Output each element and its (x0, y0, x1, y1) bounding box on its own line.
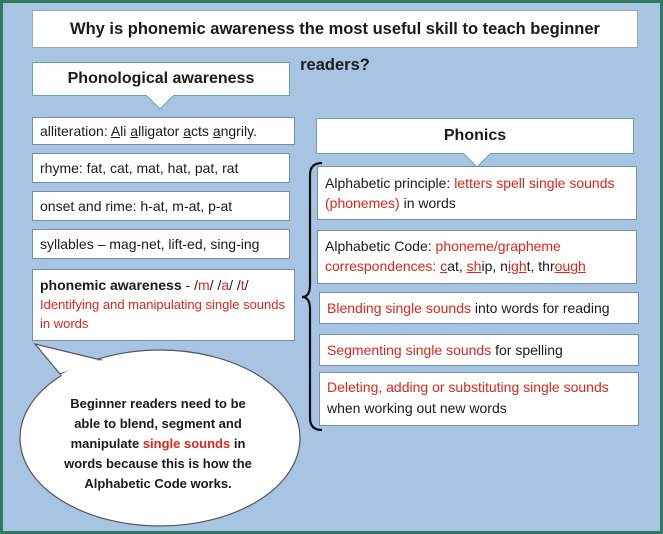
deleting-box (319, 372, 639, 426)
deleting-highlight: Deleting, adding or substituting single sounds (327, 379, 609, 395)
segmenting-highlight: Segmenting single sounds (327, 342, 492, 358)
word-part: at, (447, 258, 467, 274)
phonological-heading: Phonological awareness (32, 62, 290, 96)
word-part: t, (526, 258, 539, 274)
phonemic-awareness-box (32, 269, 295, 341)
alliteration-word: cts (191, 123, 213, 139)
alliteration-letter: a (183, 123, 192, 139)
rhyme-box: rhyme: fat, cat, mat, hat, pat, rat (32, 153, 290, 183)
word-part: ip, (481, 258, 501, 274)
word-part: n (500, 258, 508, 274)
onset-rime-box: onset and rime: h-at, m-at, p-at (32, 191, 290, 221)
alliteration-word: li (120, 123, 131, 139)
alliteration-letter: a (212, 123, 221, 139)
phoneme-end: / (244, 277, 249, 293)
grapheme: c (440, 258, 448, 274)
alliteration-word: lligator (138, 123, 184, 139)
principle-label: Alphabetic principle: (325, 175, 455, 191)
deleting-rest: when working out new words (327, 400, 507, 416)
blending-rest: into words for reading (471, 300, 610, 316)
grapheme: sh (466, 258, 482, 274)
alliteration-letter: a (130, 123, 139, 139)
syllables-box: syllables – mag-net, lift-ed, sing-ing (32, 229, 290, 259)
alphabetic-code-box (317, 230, 637, 284)
page-title: Why is phonemic awareness the most useful skill to teach beginner readers? (32, 10, 638, 48)
grapheme: ough (554, 258, 586, 274)
bubble-highlight: single sounds (142, 436, 231, 451)
phonemic-description: Identifying and manipulating single sounds in words (40, 297, 286, 331)
principle-highlight: letters spell single sounds (phonemes) (325, 175, 615, 211)
phonics-heading: Phonics (316, 118, 634, 154)
bubble-text (58, 394, 258, 494)
phonological-pointer (145, 95, 175, 111)
alliteration-box (32, 117, 295, 145)
principle-rest: in words (399, 195, 456, 211)
phoneme-sep: / / (229, 277, 241, 293)
bubble-text-part: in words because this is how the Alphabetic Code works. (64, 436, 252, 491)
alphabetic-principle-box (317, 166, 637, 220)
phoneme-m: m (197, 277, 210, 293)
phonemic-dash: - / (181, 277, 198, 293)
blending-highlight: Blending single sounds (327, 300, 471, 316)
phoneme-sep: / / (209, 277, 222, 293)
phoneme-t: t (240, 277, 245, 293)
alliteration-label: alliteration: (40, 123, 111, 139)
bubble-text-part: Beginner readers need to be able to blend, segment and manipulate (70, 396, 246, 451)
grapheme: igh (507, 258, 527, 274)
segmenting-box (319, 334, 639, 366)
alliteration-word: ngrily. (220, 123, 257, 139)
code-highlight: phoneme/grapheme correspondences: (325, 238, 561, 274)
phoneme-a: a (221, 277, 230, 293)
alliteration-letter: A (110, 123, 121, 139)
word-part: thr (538, 258, 555, 274)
code-label: Alphabetic Code: (325, 238, 436, 254)
segmenting-rest: for spelling (491, 342, 563, 358)
phonemic-label: phonemic awareness (40, 277, 182, 293)
blending-box (319, 292, 639, 324)
